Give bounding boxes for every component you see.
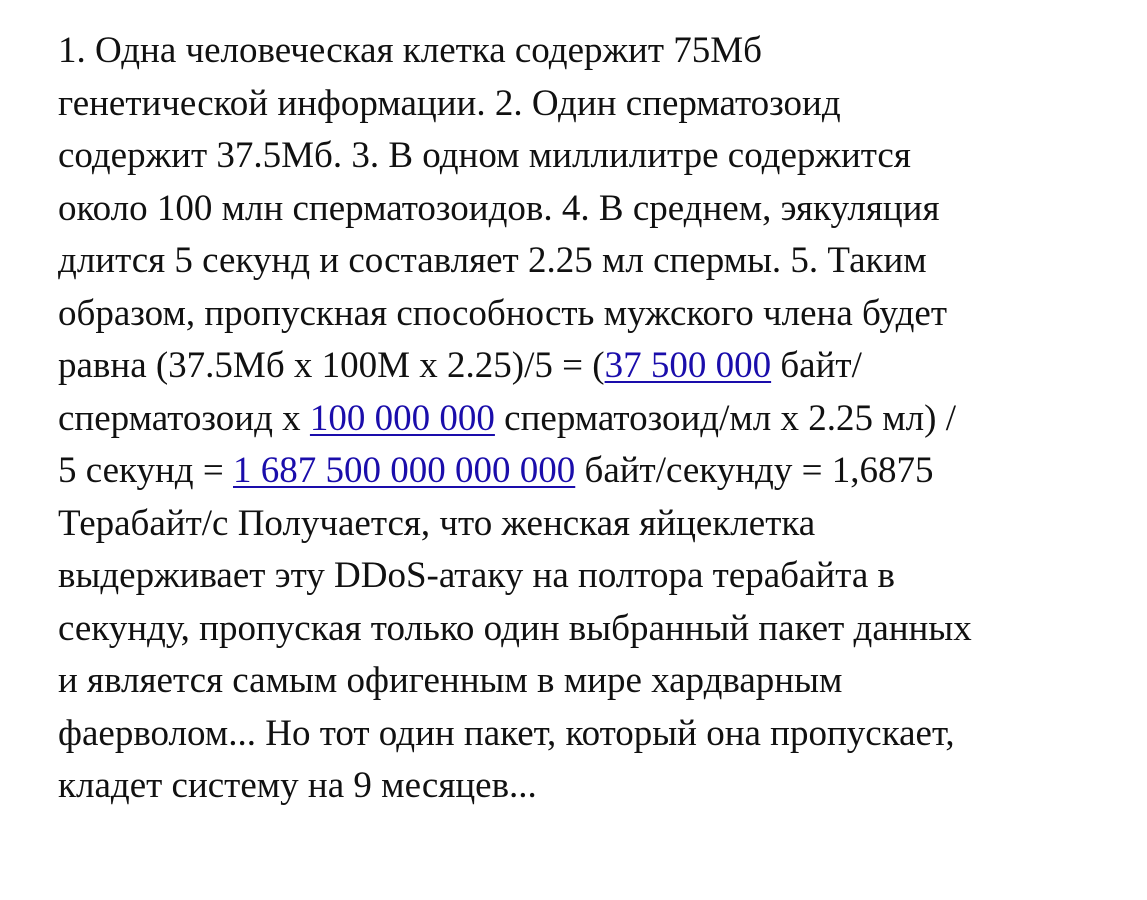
- text-line: образом, пропускная способность мужского члена будет: [58, 292, 947, 334]
- phone-number-link[interactable]: 1 687 500 000 000 000: [233, 450, 576, 491]
- text-line: секунду, пропуская только один выбранный пакет данных: [58, 607, 972, 649]
- text-line: содержит 37.5Мб. 3. В одном миллилитре содержится: [58, 135, 911, 176]
- article-text: [58, 25, 1107, 813]
- text-segment: байт/: [771, 345, 862, 386]
- text-line: генетической информации. 2. Один сперматозоид: [58, 82, 841, 124]
- text-line: фаерволом... Но тот один пакет, который она пропускает,: [58, 712, 955, 754]
- text-line: Терабайт/с Получается, что женская яйцеклетка: [58, 502, 816, 544]
- text-segment: 5 секунд =: [58, 450, 233, 491]
- text-line: 1. Одна человеческая клетка содержит 75Мб: [58, 30, 762, 71]
- phone-number-link[interactable]: 37 500 000: [604, 345, 772, 386]
- text-segment: байт/секунду = 1,6875: [575, 450, 934, 491]
- text-line: и является самым офигенным в мире хардварным: [58, 660, 843, 701]
- text-segment: сперматозоид/мл x 2.25 мл) /: [494, 397, 956, 439]
- text-segment: сперматозоид x: [58, 397, 310, 439]
- text-line: выдерживает эту DDoS-атаку на полтора терабайта в: [58, 555, 895, 596]
- text-segment: равна (37.5Мб x 100М x 2.25)/5 = (: [58, 345, 605, 386]
- text-line: [58, 445, 1107, 498]
- text-line: длится 5 секунд и составляет 2.25 мл спермы. 5. Таким: [58, 240, 927, 281]
- phone-number-link[interactable]: 100 000 000: [309, 397, 495, 439]
- text-line: [58, 393, 1107, 446]
- text-line: кладет систему на 9 месяцев...: [58, 765, 537, 806]
- text-line: около 100 млн сперматозоидов. 4. В среднем, эякуляция: [58, 187, 940, 229]
- text-line: [58, 340, 1107, 393]
